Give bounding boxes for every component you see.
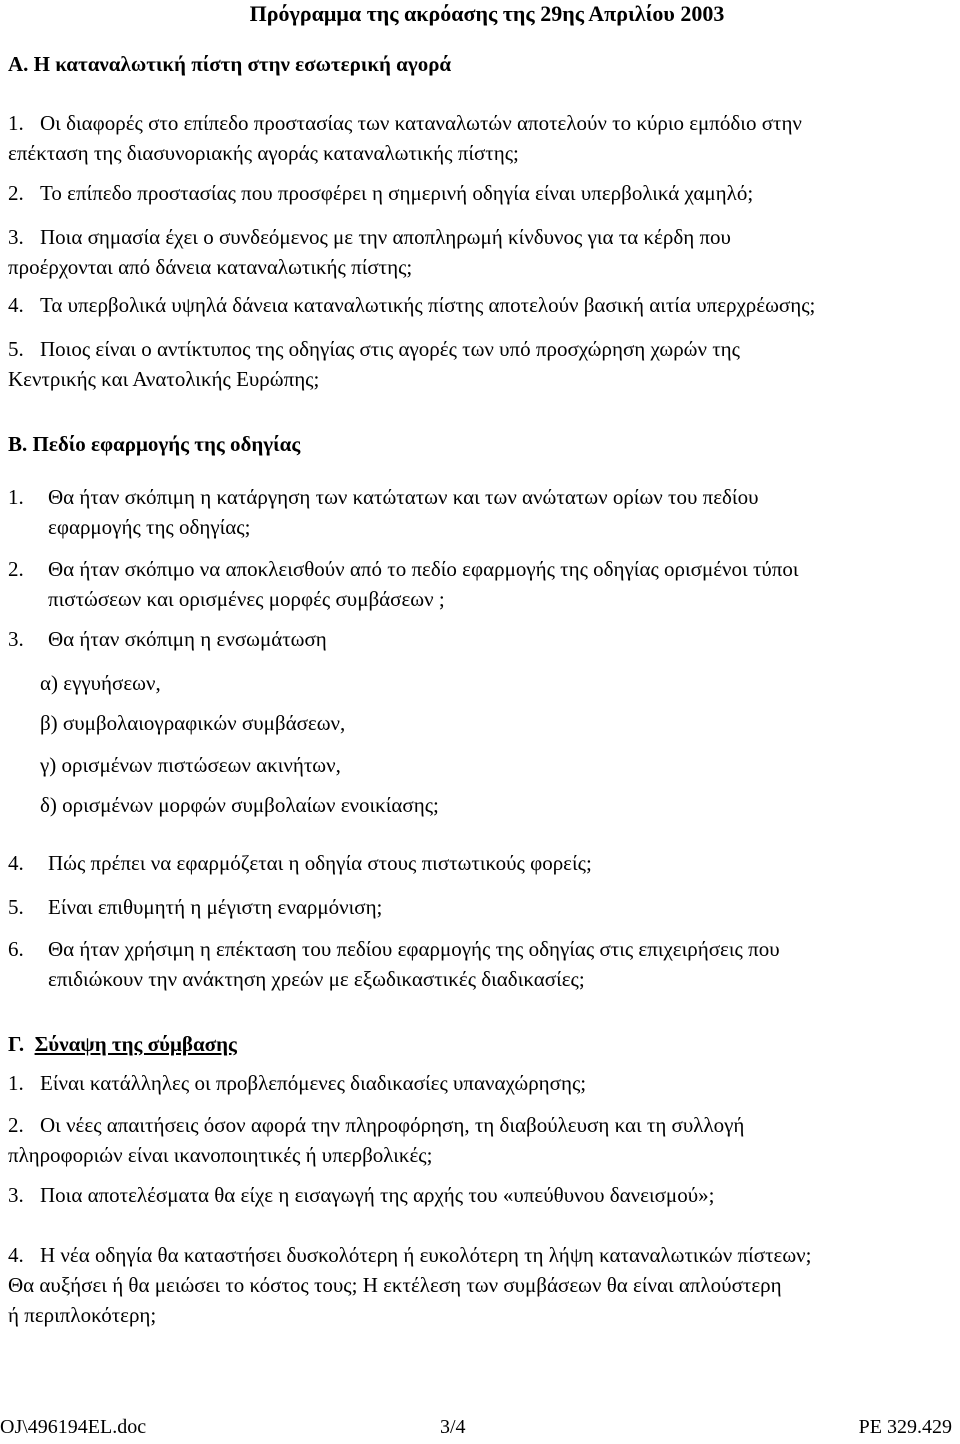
item-number: 2.: [8, 557, 24, 581]
sub-list-item: α) εγγυήσεων,: [40, 671, 161, 695]
item-number: 1.: [8, 111, 24, 135]
item-text: Ποιος είναι ο αντίκτυπος της οδηγίας στις αγορές των υπό προσχώρηση χωρών της: [40, 337, 740, 361]
item-number: 3.: [8, 1183, 24, 1207]
item-number: 2.: [8, 1113, 24, 1137]
item-text: Θα ήταν σκόπιμη η κατάργηση των κατώτατων και των ανώτατων ορίων του πεδίου: [48, 485, 759, 509]
footer-reference: PE 329.429: [858, 1416, 952, 1438]
item-number: 4.: [8, 293, 24, 317]
item-text: Θα ήταν σκόπιμη η ενσωμάτωση: [48, 627, 327, 651]
footer-page-number: 3/4: [440, 1416, 466, 1438]
item-number: 5.: [8, 337, 24, 361]
item-text: Θα ήταν σκόπιμο να αποκλεισθούν από το πεδίο εφαρμογής της οδηγίας ορισμένοι τύποι: [48, 557, 799, 581]
list-item: [8, 892, 948, 922]
item-text: πληροφοριών είναι ικανοποιητικές ή υπερβολικές;: [8, 1143, 433, 1167]
item-text: Θα αυξήσει ή θα μειώσει το κόστος τους; Η εκτέλεση των συμβάσεων θα είναι απλούστερη: [8, 1273, 782, 1297]
list-item: [8, 934, 948, 994]
item-number: 6.: [8, 937, 24, 961]
list-item: [8, 554, 948, 614]
item-text: Τα υπερβολικά υψηλά δάνεια καταναλωτικής πίστης αποτελούν βασική αιτία υπερχρέωσης;: [40, 293, 816, 317]
item-number: 1.: [8, 485, 24, 509]
item-text: προέρχονται από δάνεια καταναλωτικής πίστης;: [8, 255, 413, 279]
item-text: εφαρμογής της οδηγίας;: [48, 515, 251, 539]
section-c-prefix: Γ.: [8, 1032, 25, 1056]
sub-list-item: δ) ορισμένων μορφών συμβολαίων ενοικίασης;: [40, 793, 439, 817]
item-text: Το επίπεδο προστασίας που προσφέρει η σημερινή οδηγία είναι υπερβολικά χαμηλό;: [40, 181, 754, 205]
footer-doc-id: OJ\496194EL.doc: [0, 1416, 147, 1438]
item-text: Κεντρικής και Ανατολικής Ευρώπης;: [8, 367, 320, 391]
page-title: Πρόγραμμα της ακρόασης της 29ης Απριλίου 2003: [249, 1, 725, 26]
sub-list-item: β) συμβολαιογραφικών συμβάσεων,: [40, 711, 346, 735]
list-item: [8, 334, 948, 394]
item-text: Πώς πρέπει να εφαρμόζεται η οδηγία στους πιστωτικούς φορείς;: [48, 851, 592, 875]
item-number: 5.: [8, 895, 24, 919]
section-a-heading: Α. Η καταναλωτική πίστη στην εσωτερική αγορά: [8, 52, 452, 76]
list-item: [8, 178, 948, 208]
section-c-heading: [8, 1030, 237, 1058]
section-c-title: Σύναψη της σύμβασης: [34, 1032, 237, 1056]
list-item: [8, 848, 948, 878]
item-text: Η νέα οδηγία θα καταστήσει δυσκολότερη ή ευκολότερη τη λήψη καταναλωτικών πίστεων;: [40, 1243, 812, 1267]
item-text: Είναι κατάλληλες οι προβλεπόμενες διαδικασίες υπαναχώρησης;: [40, 1071, 587, 1095]
item-number: 4.: [8, 851, 24, 875]
item-text: Οι νέες απαιτήσεις όσον αφορά την πληροφόρηση, τη διαβούλευση και τη συλλογή: [40, 1113, 745, 1137]
item-text: Οι διαφορές στο επίπεδο προστασίας των καταναλωτών αποτελούν το κύριο εμπόδιο στην: [40, 111, 802, 135]
item-text: ή περιπλοκότερη;: [8, 1303, 157, 1327]
item-text: Ποια αποτελέσματα θα είχε η εισαγωγή της αρχής του «υπεύθυνου δανεισμού»;: [40, 1183, 715, 1207]
item-text: Θα ήταν χρήσιμη η επέκταση του πεδίου εφαρμογής της οδηγίας στις επιχειρήσεις που: [48, 937, 780, 961]
item-number: 4.: [8, 1243, 24, 1267]
item-text: επέκταση της διασυνοριακής αγοράς καταναλωτικής πίστης;: [8, 141, 519, 165]
section-b-heading: Β. Πεδίο εφαρμογής της οδηγίας: [8, 432, 301, 456]
item-number: 3.: [8, 225, 24, 249]
item-text: Είναι επιθυμητή η μέγιστη εναρμόνιση;: [48, 895, 383, 919]
item-number: 3.: [8, 627, 24, 651]
list-item: [8, 1068, 948, 1098]
list-item: [8, 1180, 948, 1210]
item-text: πιστώσεων και ορισμένες μορφές συμβάσεων ;: [48, 587, 445, 611]
page-footer: [0, 1412, 960, 1442]
list-item: [8, 624, 948, 654]
sub-list-item: γ) ορισμένων πιστώσεων ακινήτων,: [40, 753, 341, 777]
list-item: [8, 108, 948, 168]
list-item: [8, 482, 948, 542]
item-text: Ποια σημασία έχει ο συνδεόμενος με την αποπληρωμή κίνδυνος για τα κέρδη που: [40, 225, 731, 249]
list-item: [8, 222, 948, 282]
list-item: [8, 290, 948, 320]
list-item: [8, 1240, 948, 1330]
item-number: 1.: [8, 1071, 24, 1095]
item-number: 2.: [8, 181, 24, 205]
list-item: [8, 1110, 948, 1170]
item-text: επιδιώκουν την ανάκτηση χρεών με εξωδικαστικές διαδικασίες;: [48, 967, 585, 991]
